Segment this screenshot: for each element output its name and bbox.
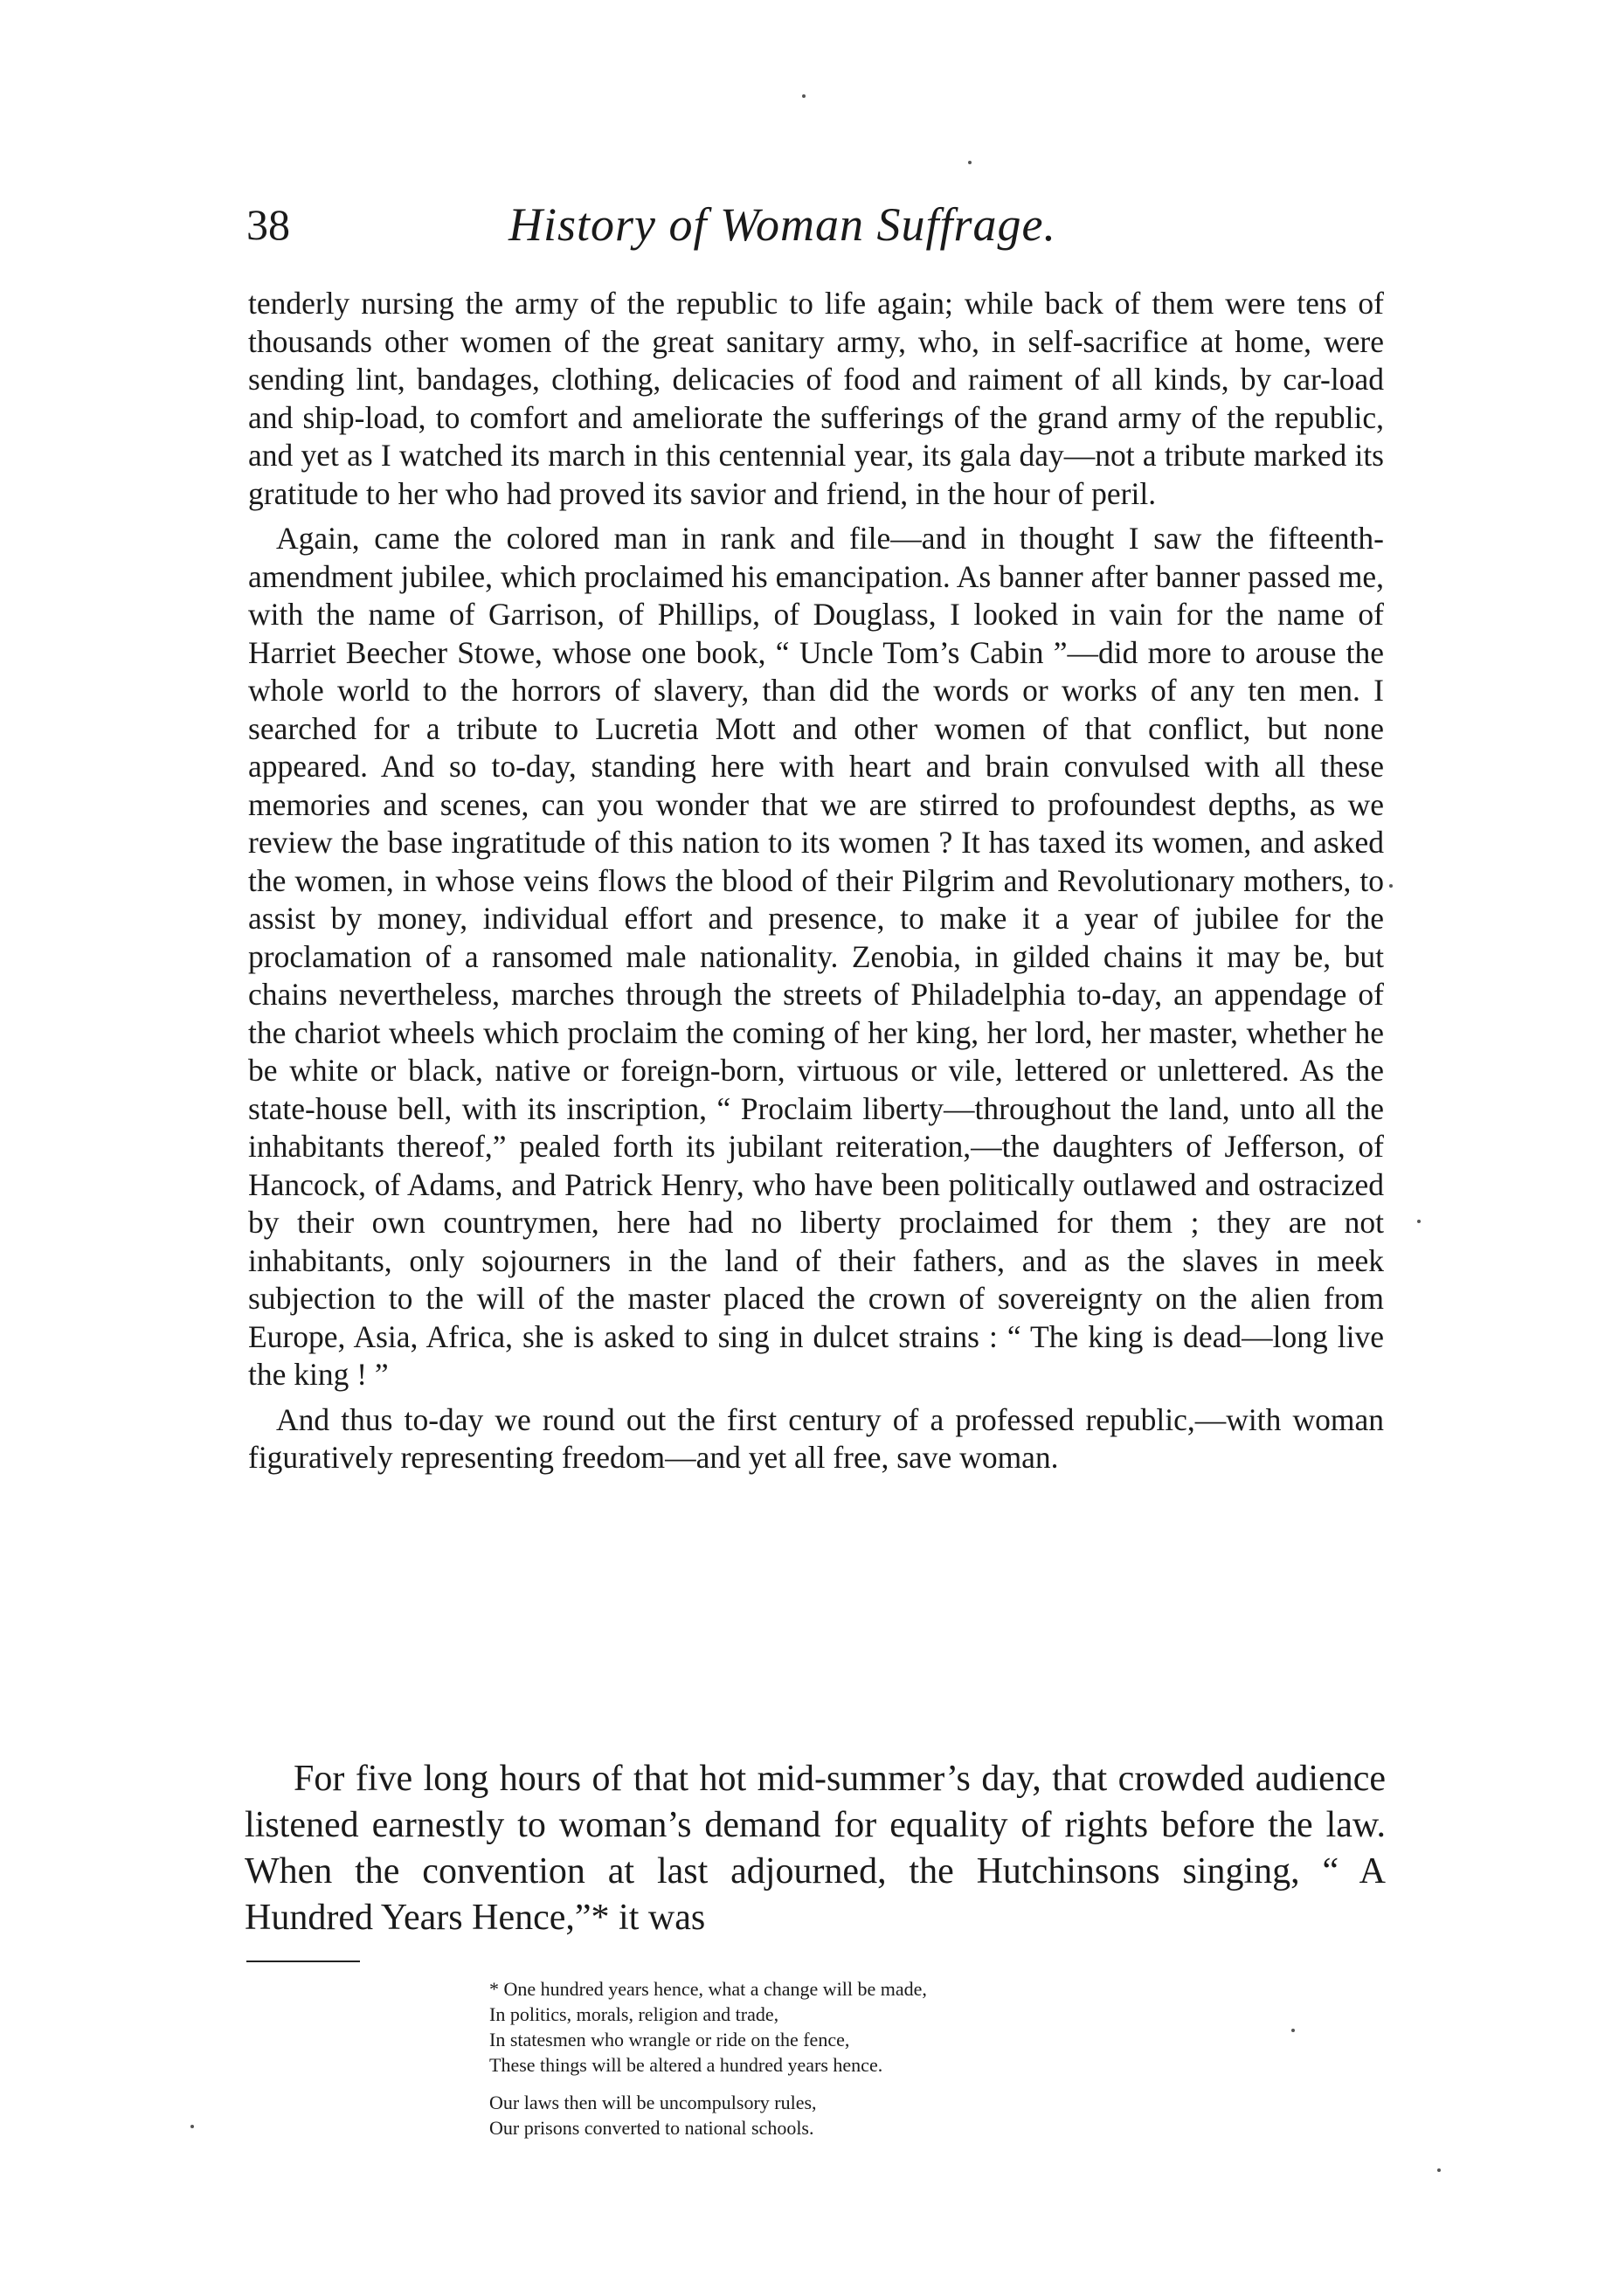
paragraph-sanitary-army: tenderly nursing the army of the republic to life again; while back of them were tens of thousands other women of the great sanitary army, who, in self-sacrifice at home, were sending lint, bandages, clothing, delicacies of food and raiment of all kinds, by car-load and ship-load, to comfort and ameliorate the sufferings of the grand army of the republic, and yet as I watched its march in this centennial year, its gala day—not a tribute marked its gratitude to her who had proved its savior and friend, in the hour of peril.	[248, 286, 1384, 511]
footnote	[489, 1976, 1276, 2140]
speech-quotation	[248, 285, 1384, 1477]
paper-speck	[1417, 1220, 1421, 1223]
footnote-line: Our prisons converted to national schools.	[489, 2117, 814, 2139]
paper-speck	[802, 94, 806, 98]
paper-speck	[1291, 2029, 1295, 2032]
paper-speck	[1437, 2168, 1441, 2172]
paper-speck	[190, 2125, 194, 2128]
footnote-line: In politics, morals, religion and trade,	[489, 2003, 779, 2025]
narrative-text	[245, 1756, 1386, 1941]
stanza-gap	[489, 2078, 1276, 2090]
footnote-line: These things will be altered a hundred years hence.	[489, 2054, 883, 2076]
paragraph-first-century: And thus to-day we round out the first century of a professed republic,—with woman figuratively representing freedom—and yet all free, save woman.	[248, 1401, 1384, 1475]
footnote-divider	[246, 1961, 360, 1962]
page-header	[246, 194, 1382, 255]
footnote-line: * One hundred years hence, what a change will be made,	[489, 1978, 927, 2000]
footnote-line: Our laws then will be uncompulsory rules,	[489, 2092, 817, 2113]
paragraph-convention: For five long hours of that hot mid-summer’s day, that crowded audience listened earnestly to woman’s demand for equality of rights before the law. When the convention at last adjourned, the Hutchinsons singing, “ A Hundred Years Hence,”* it was	[245, 1759, 1386, 1938]
paragraph-colored-man: Again, came the colored man in rank and file—and in thought I saw the fifteenth-amendment jubilee, which proclaimed his emancipation. As banner after banner passed me, with the name of Garrison, of Phillips, of Douglass, I looked in vain for the name of Harriet Beecher Stowe, whose one book, “ Uncle Tom’s Cabin ”—did more to arouse the whole world to the horrors of slavery, than did the words or works of any ten men. I searched for a tribute to Lucretia Mott and other women of that conflict, but none appeared. And so to-day, standing here with heart and brain convulsed with all these memories and scenes, can you wonder that we are stirred to profoundest depths, as we review the base ingratitude of this nation to its women ? It has taxed its women, and asked the women, in whose veins flows the blood of their Pilgrim and Revolutionary mothers, to assist by money, individual effort and presence, to make it a year of jubilee for the proclamation of a ransomed male nationality. Zenobia, in gilded chains it may be, but chains nevertheless, marches through the streets of Philadelphia to-day, an appendage of the chariot wheels which proclaim the coming of her king, her lord, her master, whether he be white or black, native or foreign-born, virtuous or vile, lettered or unlettered. As the state-house bell, with its inscription, “ Proclaim liberty—throughout the land, unto all the inhabitants thereof,” pealed forth its jubilant reiteration,—the daughters of Jefferson, of Hancock, of Adams, and Patrick Henry, who have been politically outlawed and ostracized by their own countrymen, here had no liberty proclaimed for them ; they are not inhabitants, only sojourners in the land of their fathers, and as the slaves in meek subjection to the will of the master placed the crown of sovereignty on the alien from Europe, Asia, Africa, she is asked to sing in dulcet strains : “ The king is dead—long live the king ! ”	[248, 521, 1384, 1392]
page-number: 38	[246, 200, 290, 249]
paper-speck	[968, 161, 972, 164]
footnote-line: In statesmen who wrangle or ride on the fence,	[489, 2029, 850, 2050]
paper-speck	[1389, 884, 1393, 888]
running-title: History of Woman Suffrage.	[508, 198, 1057, 251]
